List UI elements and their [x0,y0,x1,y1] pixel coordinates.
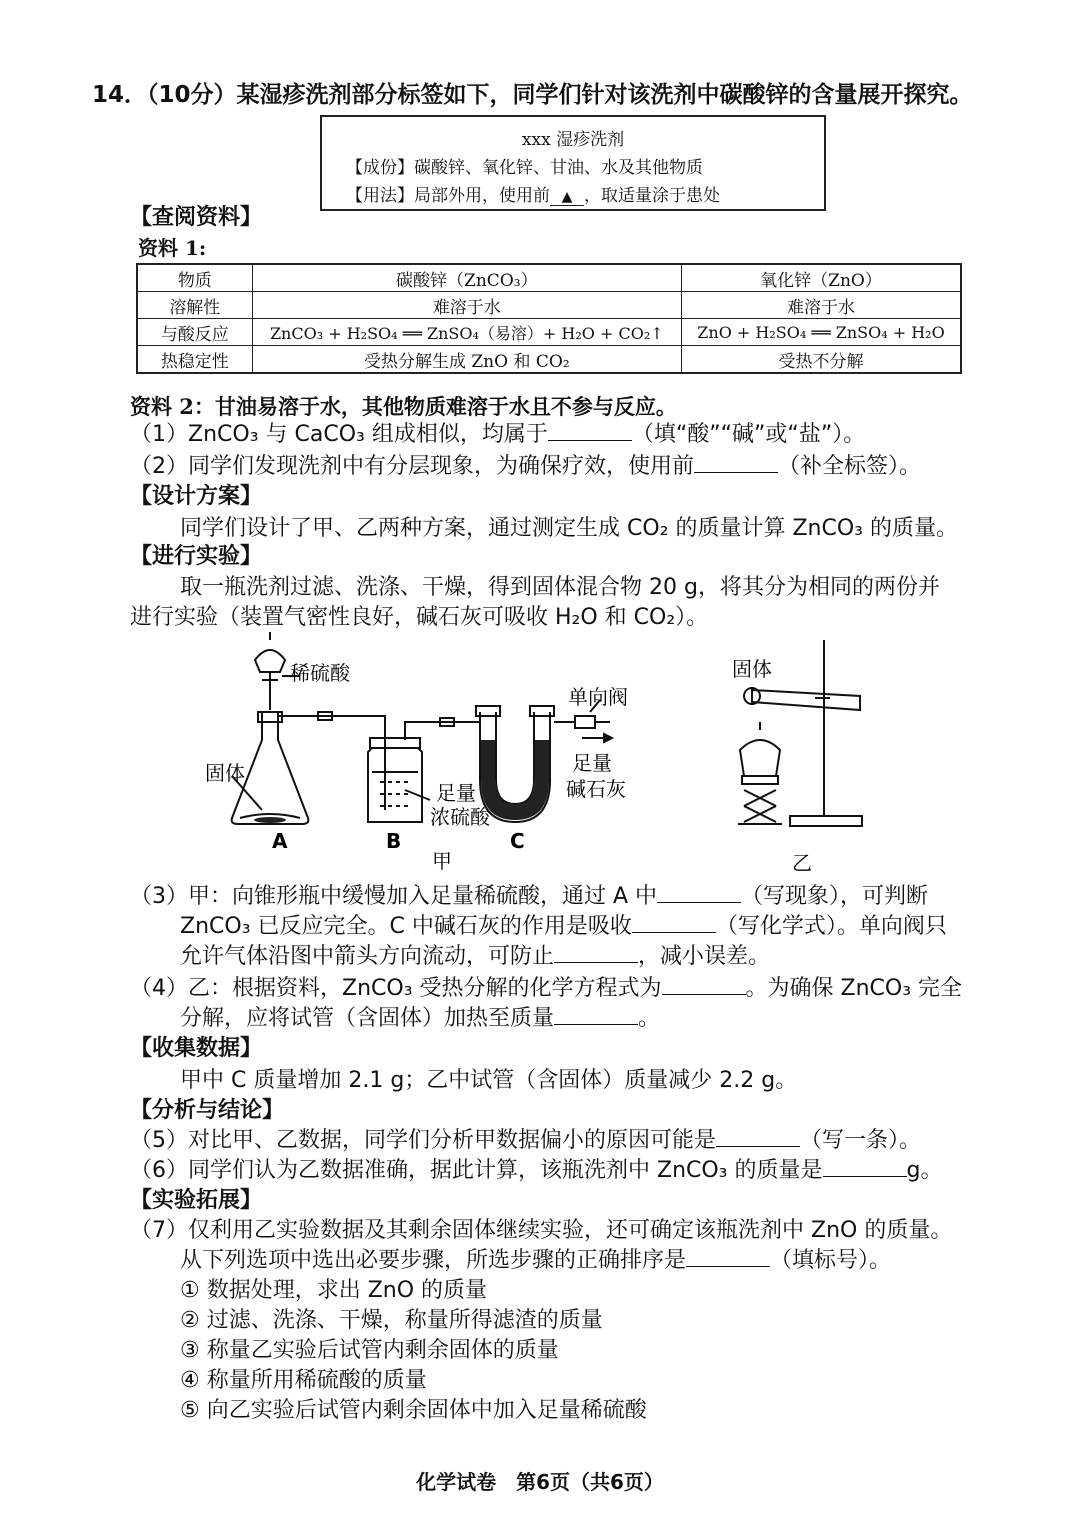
q7-option-1: ① 数据处理，求出 ZnO 的质量 [180,1278,488,1303]
q7-option-4: ④ 称量所用稀硫酸的质量 [180,1368,427,1393]
material2-text: 资料 2：甘油易溶于水，其他物质难溶于水且不参与反应。 [130,394,677,419]
q7-option-2: ② 过滤、洗涤、干燥，称量所得滤渣的质量 [180,1308,603,1333]
design-text: 同学们设计了甲、乙两种方案，通过测定生成 CO₂ 的质量计算 ZnCO₃ 的质量。 [180,516,958,541]
section-collect: 【收集数据】 [130,1036,263,1061]
q3-answer-blank-2[interactable] [632,914,716,933]
q4-text-1b: 。为确保 ZnCO₃ 完全 [745,976,963,1001]
label-acid-2: 浓硫酸 [430,805,490,829]
q5-line [130,1126,921,1156]
label-acid-1: 足量 [436,781,476,805]
q6-text-a: （6）同学们认为乙数据准确，据此计算，该瓶洗剂中 ZnCO₃ 的质量是 [130,1158,823,1183]
q2-text-b: （补全标签）。 [778,454,922,479]
q4-text-2b: 。 [638,1006,661,1031]
label-soda-1: 足量 [572,751,612,775]
q4-text-2a: 分解，应将试管（含固体）加热至质量 [180,1006,555,1031]
collect-text: 甲中 C 质量增加 2.1 g；乙中试管（含固体）质量减少 2.2 g。 [180,1068,798,1093]
table-cell: 氧化锌（ZnO） [682,264,962,292]
section-analysis: 【分析与结论】 [130,1098,285,1123]
table-cell: ZnO + H₂SO₄ ══ ZnSO₄ + H₂O [682,319,962,346]
section-design: 【设计方案】 [130,484,263,509]
table-row [137,346,961,374]
q7-option-3: ③ 称量乙实验后试管内剩余固体的质量 [180,1338,559,1363]
table-cell: 溶解性 [137,292,252,319]
q3-text-2a: ZnCO₃ 已反应完全。C 中碱石灰的作用是吸收 [180,914,632,939]
label-ingredients: 【成份】碳酸锌、氧化锌、甘油、水及其他物质 [346,158,703,178]
table-cell: 难溶于水 [682,292,962,319]
q4-text-1a: （4）乙：根据资料，ZnCO₃ 受热分解的化学方程式为 [130,976,662,1001]
q5-answer-blank[interactable] [716,1128,800,1147]
label-usage-before: 【用法】局部外用，使用前 [346,186,550,206]
q6-answer-blank[interactable] [823,1158,907,1177]
q1-text-a: （1）ZnCO₃ 与 CaCO₃ 组成相似，均属于 [130,422,548,447]
q3-line-2 [180,912,947,942]
table-cell: 受热不分解 [682,346,962,374]
section-extend: 【实验拓展】 [130,1188,263,1213]
label-jia: 甲 [432,849,452,873]
label-dilute-acid: 稀硫酸 [290,661,350,685]
q3-answer-blank-3[interactable] [554,944,638,963]
experiment-text-1: 取一瓶洗剂过滤、洗涤、干燥，得到固体混合物 20 g，将其分为相同的两份并 [180,575,940,600]
table-cell: 与酸反应 [137,319,252,346]
table-row [137,292,961,319]
q6-text-b: g。 [906,1158,943,1183]
q1-answer-blank[interactable] [548,422,632,441]
section-lookup: 【查阅资料】 [130,205,263,230]
label-usage [346,181,848,206]
label-usage-mark: ▲ [550,189,584,206]
q3-answer-blank-1[interactable] [657,884,741,903]
q3-text-1b: （写现象），可判断 [741,884,929,909]
material1-table [136,263,962,374]
q7-line-1: （7）仅利用乙实验数据及其剩余固体继续实验，还可确定该瓶洗剂中 ZnO 的质量。 [130,1218,953,1243]
label-valve: 单向阀 [568,685,628,709]
q2-answer-blank[interactable] [694,454,778,473]
table-cell: 碳酸锌（ZnCO₃） [252,264,681,292]
question-title: 14．（10分）某湿疹洗剂部分标签如下，同学们针对该洗剂中碳酸锌的含量展开探究。 [92,82,973,108]
table-cell: 物质 [137,264,252,292]
q7-option-5: ⑤ 向乙实验后试管内剩余固体中加入足量稀硫酸 [180,1398,647,1423]
q5-text-a: （5）对比甲、乙数据，同学们分析甲数据偏小的原因可能是 [130,1128,716,1153]
section-experiment: 【进行实验】 [130,544,263,569]
label-name: xxx 湿疹洗剂 [521,130,625,150]
q3-text-2b: （写化学式）。单向阀只 [715,914,947,939]
q6-line [130,1156,942,1186]
q2-text-a: （2）同学们发现洗剂中有分层现象，为确保疗效，使用前 [130,454,694,479]
q7-answer-blank[interactable] [686,1248,770,1267]
q1-text-b: （填“酸”“碱”或“盐”）。 [631,422,866,447]
q3-text-3b: ，减小误差。 [638,944,771,969]
material1-caption: 资料 1: [138,236,207,260]
q3-line-1 [130,882,928,912]
q2-line [130,452,921,482]
product-label [320,115,826,211]
q3-text-3a: 允许气体沿图中箭头方向流动，可防止 [180,944,555,969]
q7-line-2 [180,1246,891,1276]
label-solid-a: 固体 [205,761,245,785]
label-c: C [510,829,525,853]
apparatus-diagram [0,630,1080,880]
q4-answer-blank-2[interactable] [554,1006,638,1025]
label-solid-yi: 固体 [732,657,772,681]
table-row [137,264,961,292]
q4-answer-blank-1[interactable] [662,976,746,995]
label-a: A [272,829,288,853]
experiment-text-2: 进行实验（装置气密性良好，碱石灰可吸收 H₂O 和 CO₂）。 [130,605,709,630]
table-cell: 难溶于水 [252,292,681,319]
q4-line-2 [180,1004,660,1034]
table-cell: 热稳定性 [137,346,252,374]
q3-text-1a: （3）甲：向锥形瓶中缓慢加入足量稀硫酸，通过 A 中 [130,884,658,909]
q4-line-1 [130,974,962,1004]
q1-line [130,420,865,450]
table-row [137,319,961,346]
label-soda-2: 碱石灰 [566,777,626,801]
page-footer: 化学试卷 第6页（共6页） [416,1470,664,1494]
label-b: B [386,829,402,853]
q3-line-3 [180,942,770,972]
label-usage-after: ，取适量涂于患处 [584,186,720,206]
table-cell: 受热分解生成 ZnO 和 CO₂ [252,346,681,374]
q5-text-b: （写一条）。 [800,1128,922,1153]
q7-text-2b: （填标号）。 [770,1248,892,1273]
table-cell: ZnCO₃ + H₂SO₄ ══ ZnSO₄（易溶）+ H₂O + CO₂↑ [252,319,681,346]
q7-text-2a: 从下列选项中选出必要步骤，所选步骤的正确排序是 [180,1248,687,1273]
label-yi: 乙 [792,851,812,875]
